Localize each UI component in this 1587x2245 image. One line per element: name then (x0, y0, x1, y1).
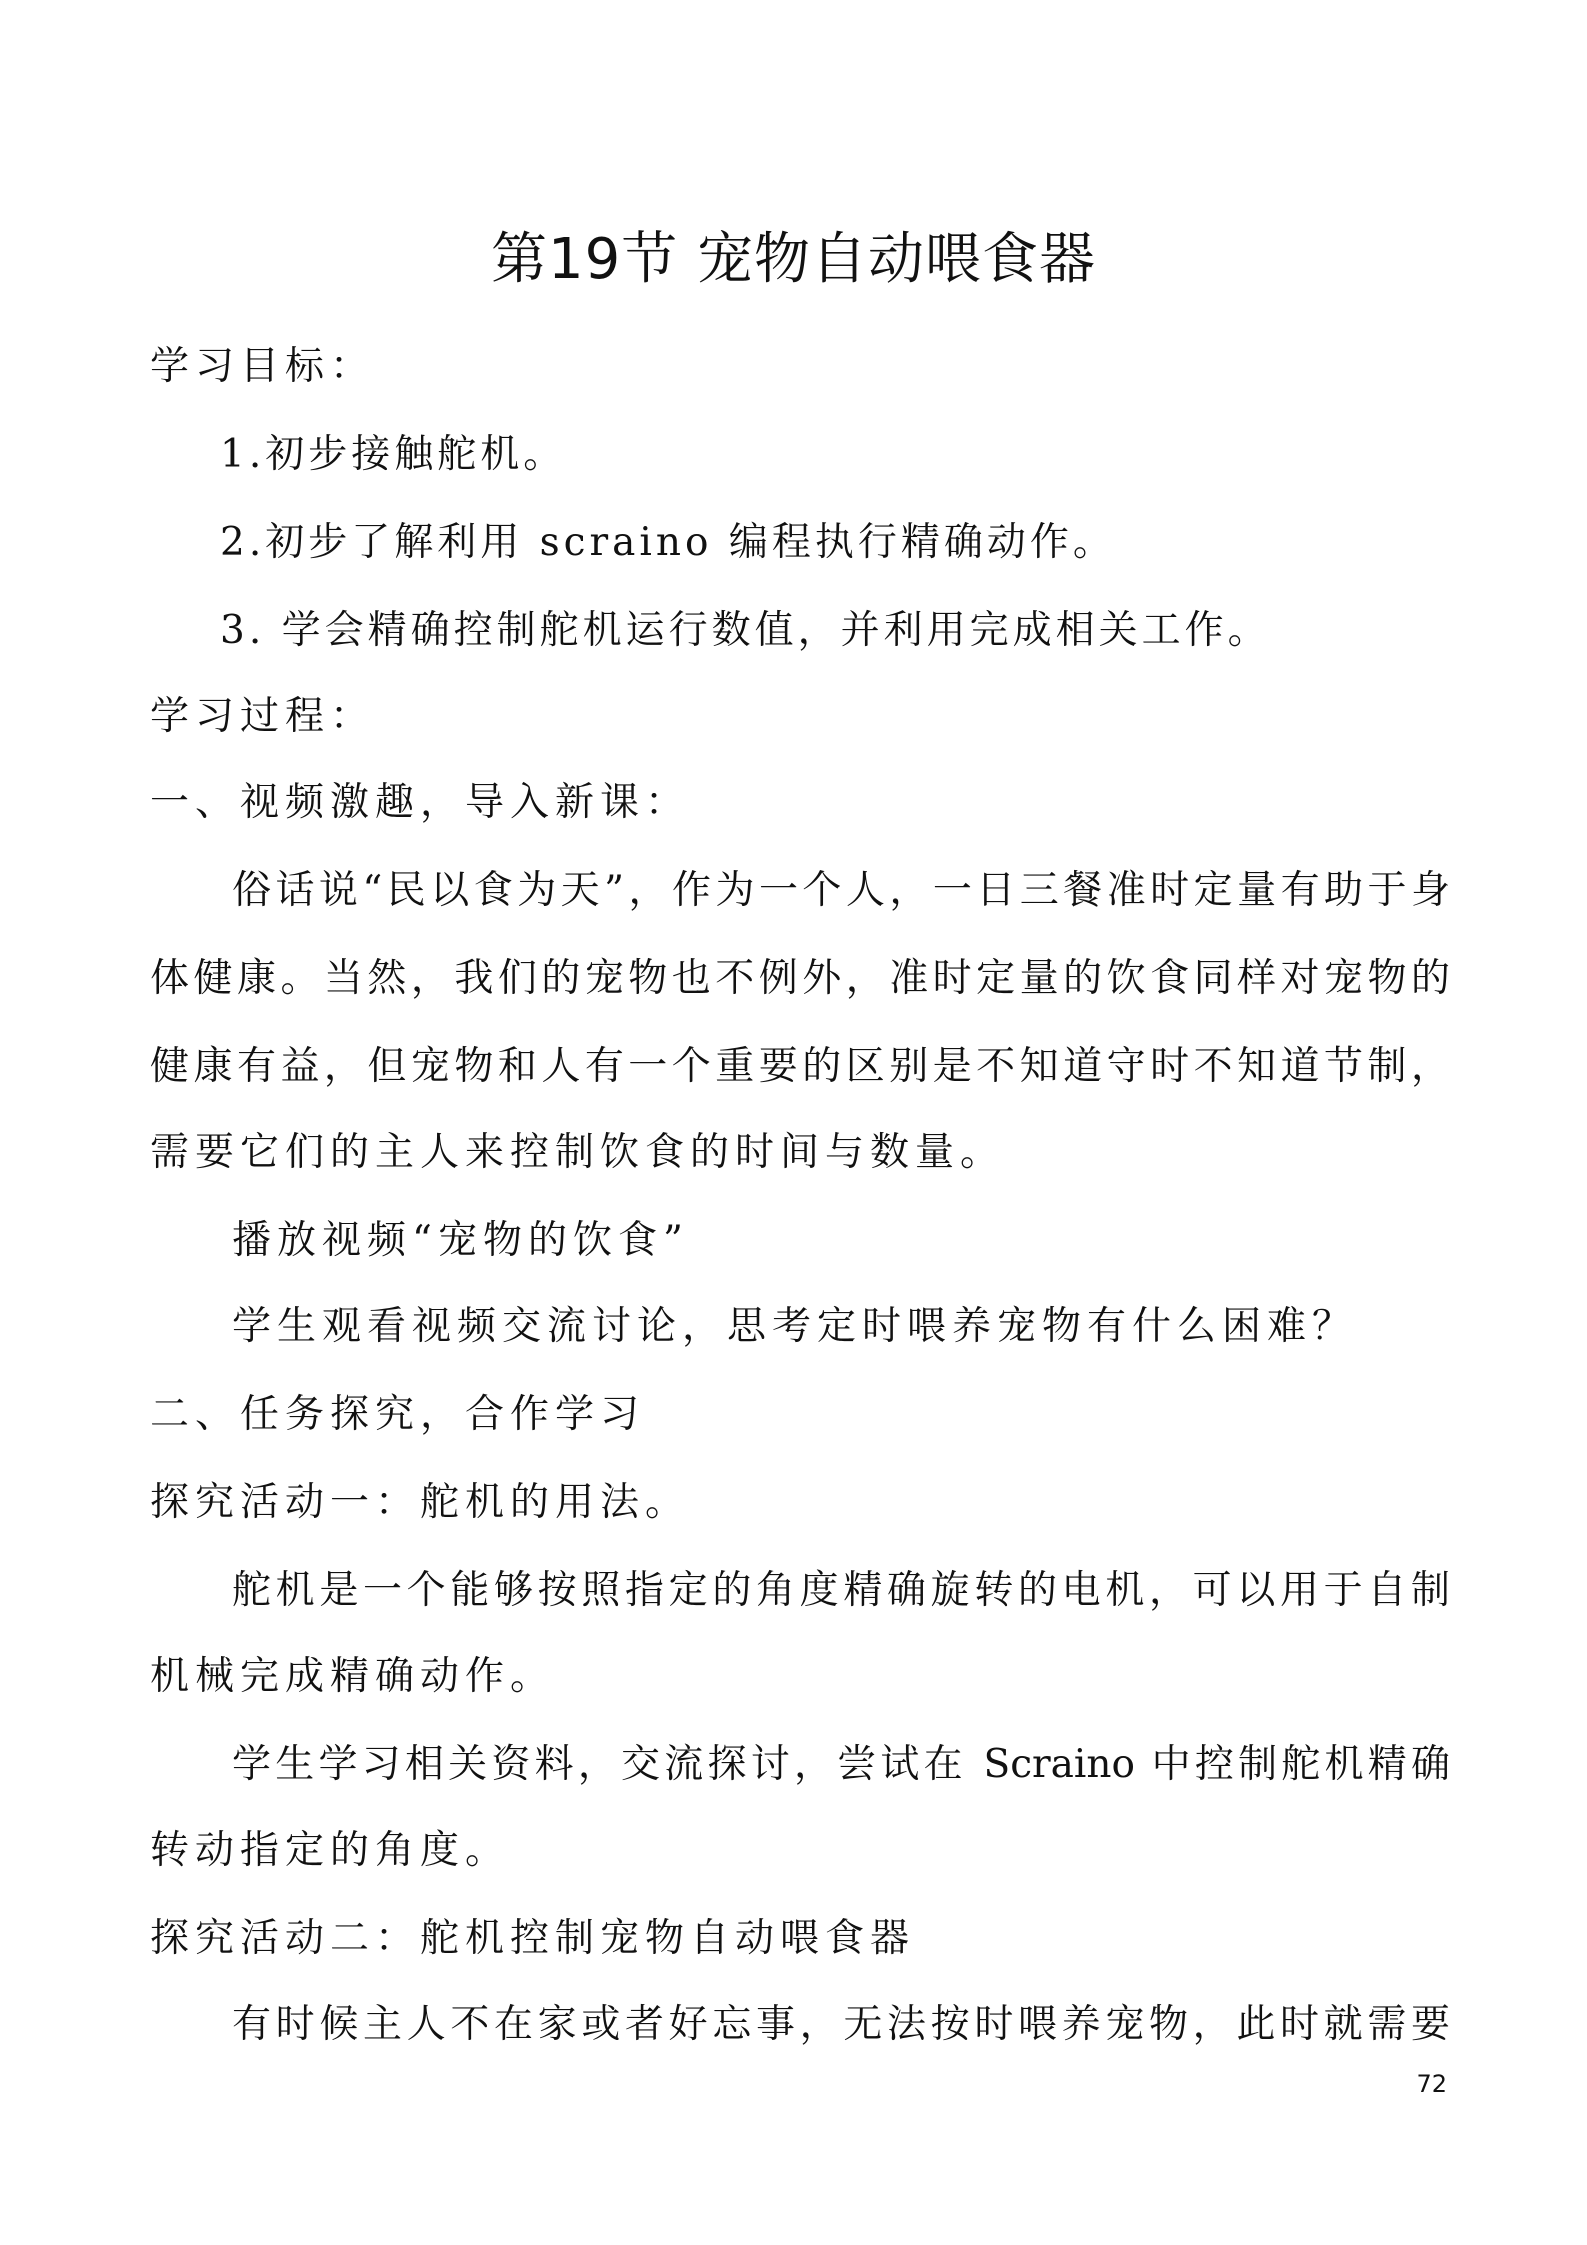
activity-2-heading: 探究活动二：舵机控制宠物自动喂食器 (150, 1916, 916, 1961)
section-1-para-2: 播放视频“宠物的饮食” (232, 1218, 689, 1263)
section-1-heading: 一、视频激趣，导入新课： (150, 780, 691, 825)
page-number: 72 (1416, 2070, 1447, 2098)
section-1-para-1-line-4: 需要它们的主人来控制饮食的时间与数量。 (150, 1130, 1006, 1175)
section-1-para-1-line-1: 俗话说“民以食为天”，作为一个人，一日三餐准时定量有助于身 (232, 868, 1450, 913)
activity-1-para-2-line-1: 学生学习相关资料，交流探讨，尝试在 Scraino 中控制舵机精确 (232, 1742, 1450, 1787)
section-1-para-1-line-2: 体健康。当然，我们的宠物也不例外，准时定量的饮食同样对宠物的 (150, 956, 1450, 1001)
learning-process-heading: 学习过程： (150, 694, 376, 739)
section-1-para-3: 学生观看视频交流讨论，思考定时喂养宠物有什么困难？ (232, 1304, 1358, 1349)
activity-1-para-1-line-1: 舵机是一个能够按照指定的角度精确旋转的电机，可以用于自制 (232, 1568, 1450, 1613)
activity-1-para-1-line-2: 机械完成精确动作。 (150, 1654, 556, 1699)
activity-1-heading: 探究活动一：舵机的用法。 (150, 1480, 691, 1525)
section-1-para-1-line-3: 健康有益，但宠物和人有一个重要的区别是不知道守时不知道节制， (150, 1044, 1450, 1089)
goal-item-3: 3. 学会精确控制舵机运行数值，并利用完成相关工作。 (220, 608, 1271, 653)
section-2-heading: 二、任务探究，合作学习 (150, 1392, 646, 1437)
goal-item-1: 1.初步接触舵机。 (220, 432, 567, 477)
page-title: 第19节 宠物自动喂食器 (490, 227, 1097, 292)
activity-1-para-2-line-2: 转动指定的角度。 (150, 1828, 511, 1873)
activity-2-para-1-line-1: 有时候主人不在家或者好忘事，无法按时喂养宠物，此时就需要 (232, 2002, 1450, 2047)
learning-goals-heading: 学习目标： (150, 344, 376, 389)
goal-item-2: 2.初步了解利用 scraino 编程执行精确动作。 (220, 520, 1116, 565)
